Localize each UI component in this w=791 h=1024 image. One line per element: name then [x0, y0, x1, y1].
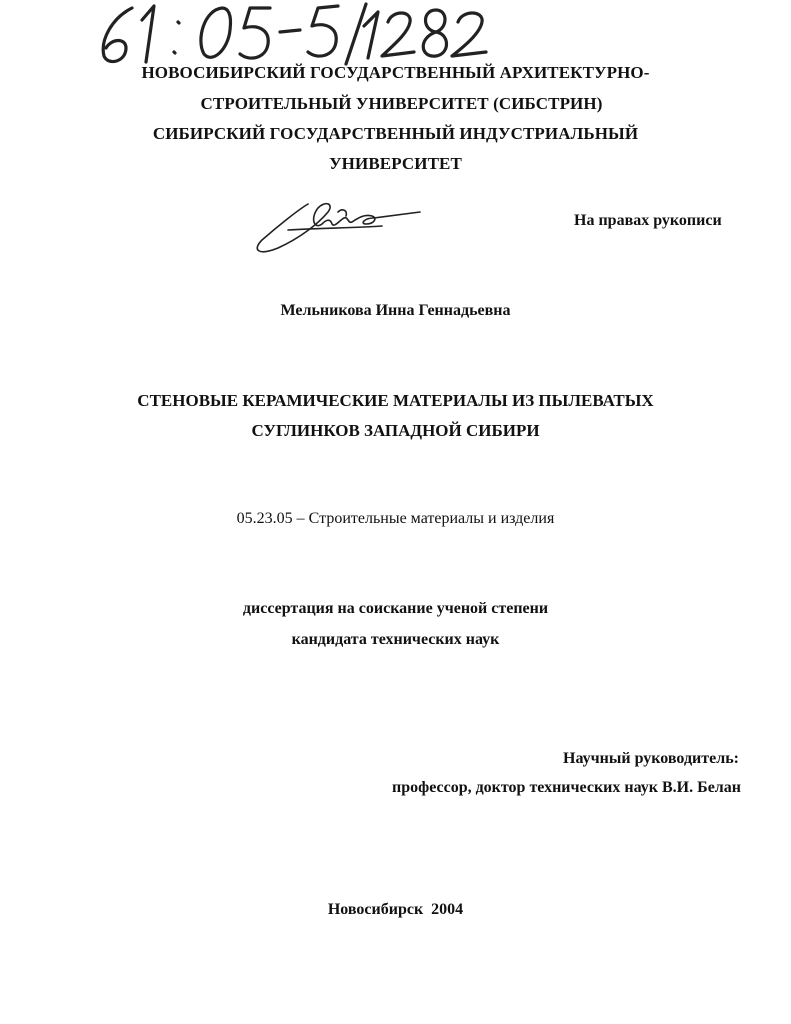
thesis-title-line-2: СУГЛИНКОВ ЗАПАДНОЙ СИБИРИ — [251, 421, 540, 440]
thesis-title-line-1: СТЕНОВЫЕ КЕРАМИЧЕСКИЕ МАТЕРИАЛЫ ИЗ ПЫЛЕВАТЫХ — [137, 391, 654, 410]
author-signature — [248, 190, 428, 260]
degree-line-2: кандидата технических наук — [291, 631, 500, 648]
signature-drawing — [248, 190, 428, 260]
rights-note: На правах рукописи — [574, 212, 722, 229]
specialty-code: 05.23.05 – Строительные материалы и изделия — [236, 510, 555, 527]
handwritten-catalog-number-drawing — [92, 0, 492, 68]
university-line-1: НОВОСИБИРСКИЙ ГОСУДАРСТВЕННЫЙ АРХИТЕКТУРНО- — [141, 63, 650, 82]
degree-line-1: диссертация на соискание ученой степени — [242, 600, 549, 617]
city-year: Новосибирск 2004 — [327, 901, 464, 918]
university-line-2: СТРОИТЕЛЬНЫЙ УНИВЕРСИТЕТ (СИБСТРИН) — [200, 94, 603, 113]
supervisor-name: профессор, доктор технических наук В.И. Белан — [392, 779, 741, 796]
supervisor-label: Научный руководитель: — [563, 750, 739, 767]
university-line-4: УНИВЕРСИТЕТ — [329, 154, 462, 173]
handwritten-catalog-number — [92, 0, 492, 68]
author-name: Мельникова Инна Геннадьевна — [280, 302, 511, 319]
university-line-3: СИБИРСКИЙ ГОСУДАРСТВЕННЫЙ ИНДУСТРИАЛЬНЫЙ — [152, 124, 639, 143]
